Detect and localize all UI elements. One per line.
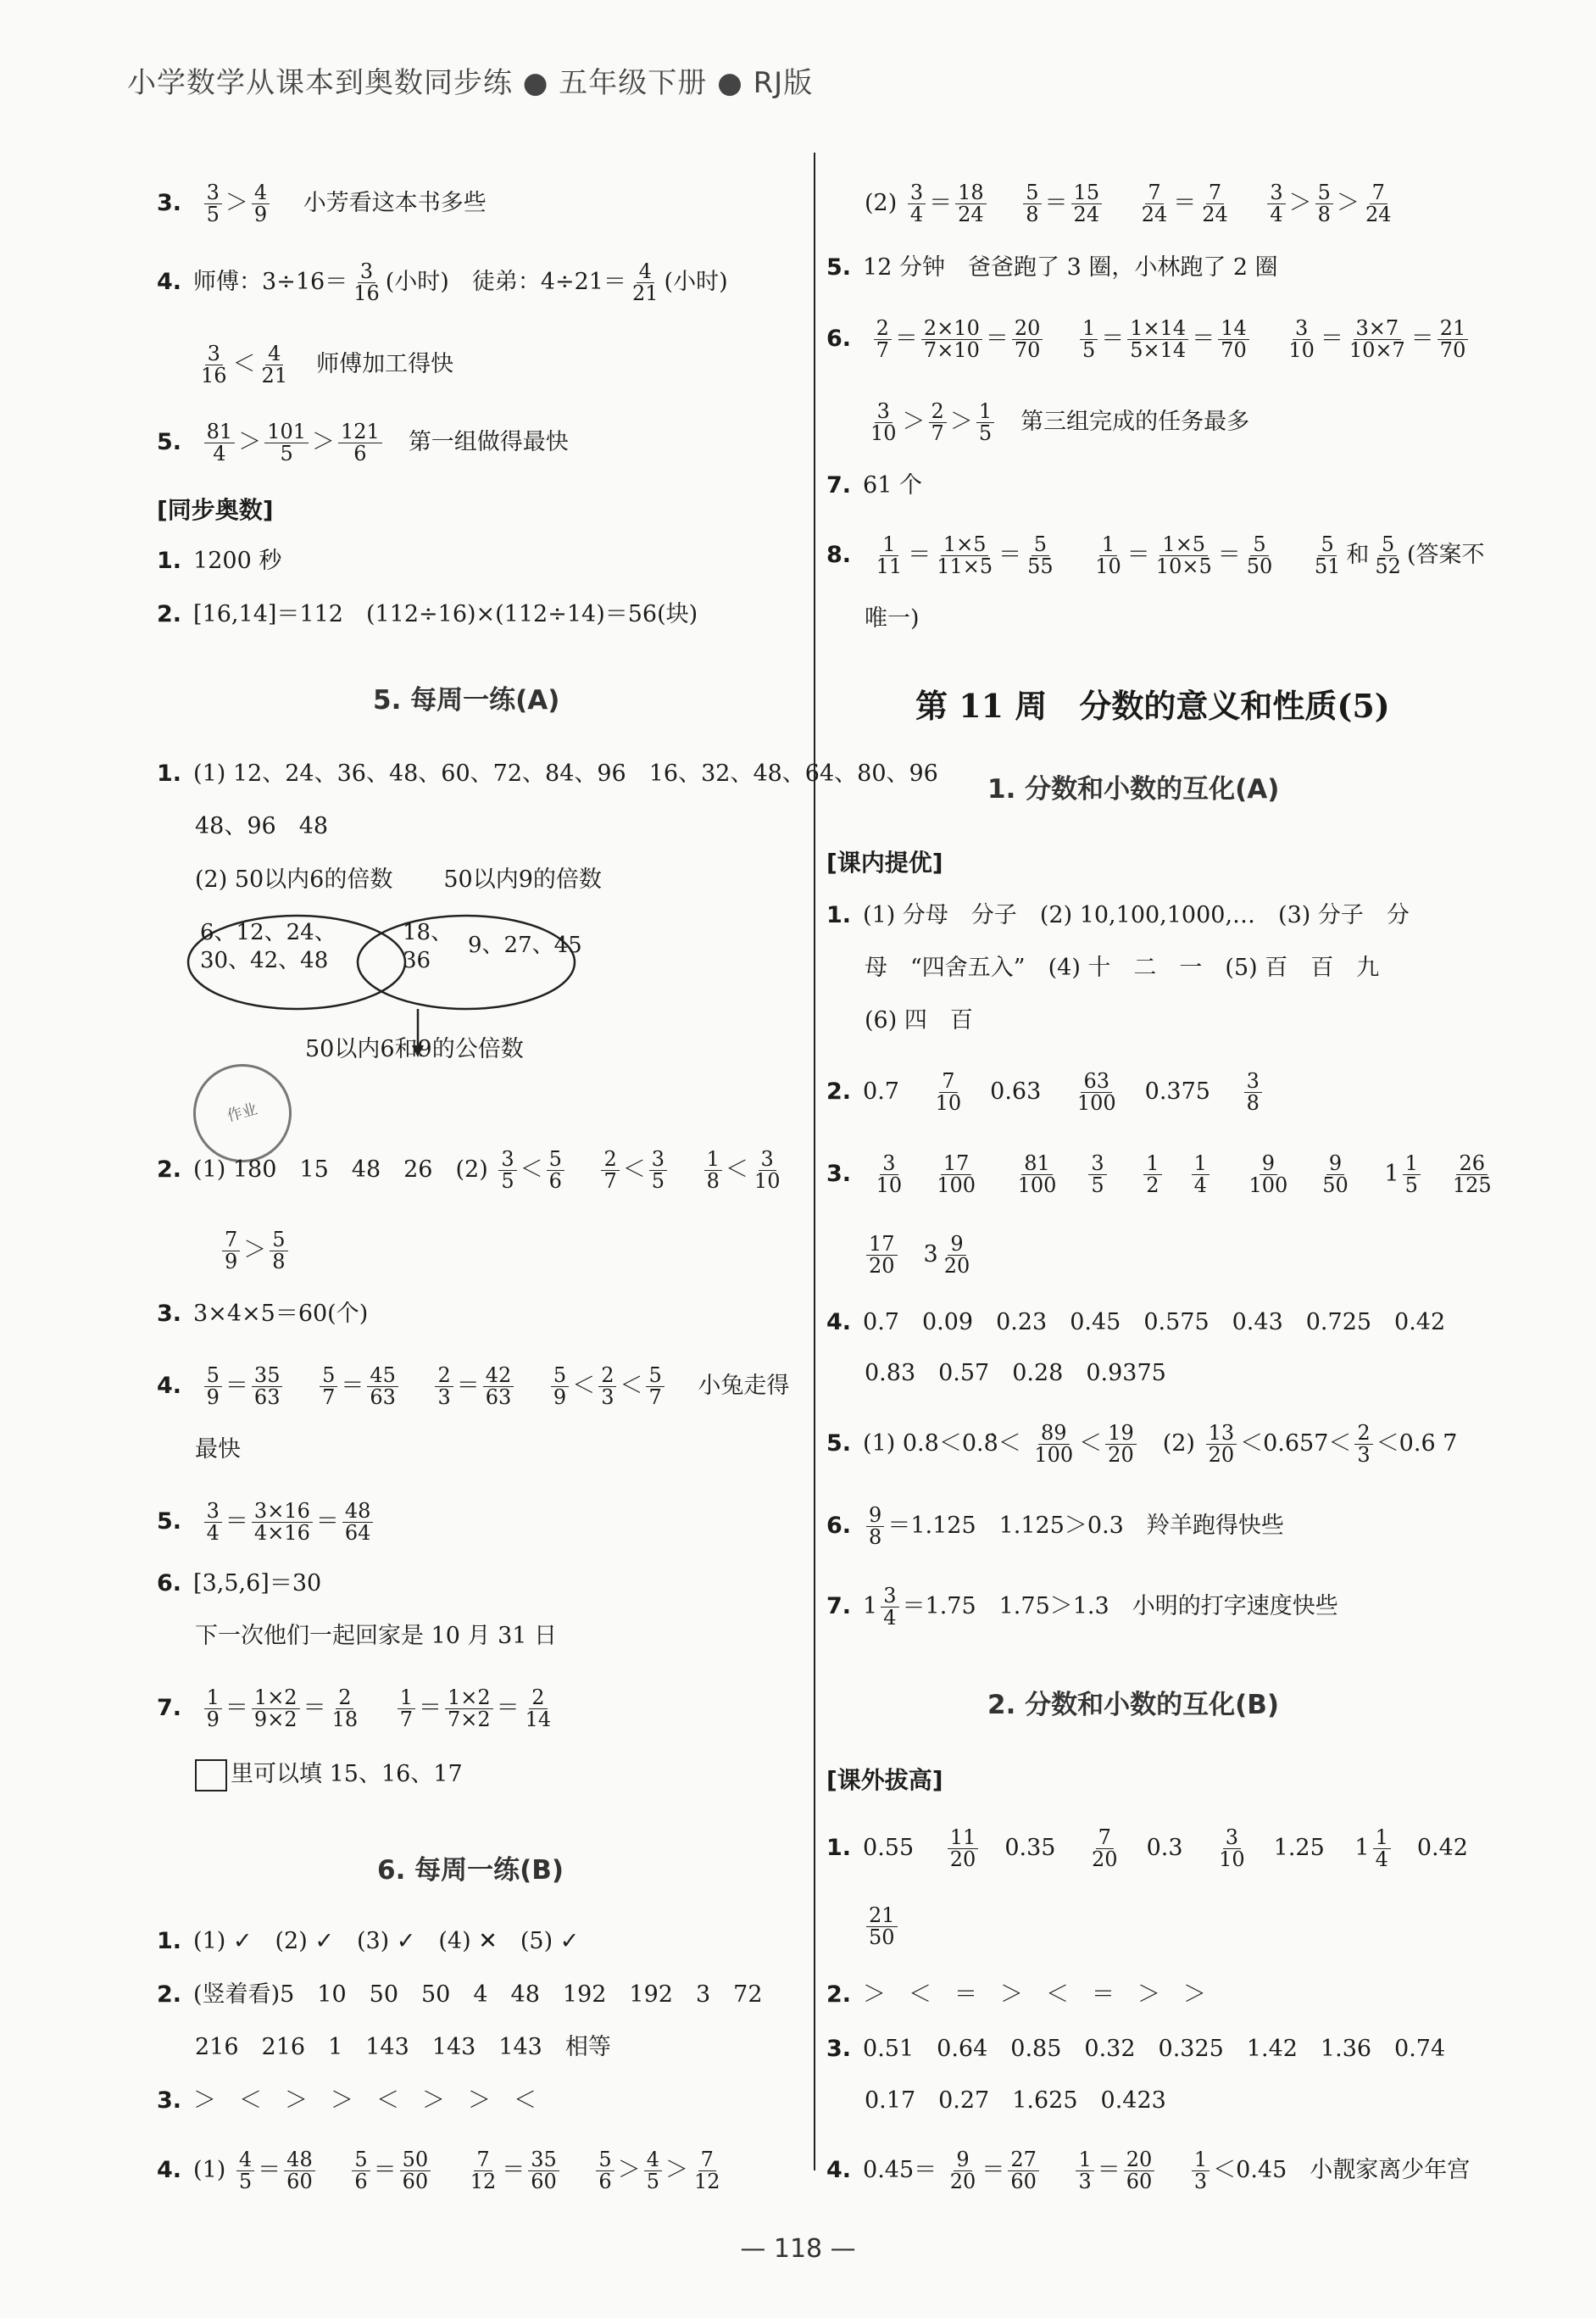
weekly-a-7: 7. $\frac{1}{9}$ ＝ $\frac{1\times 2}{9\times 2}$ ＝ $\frac{2}{18}$ $\frac{1}{7}$ ＝ $\frac{1\times 2}{7\times 2}$ ＝ $\frac{2}{14}$ [157, 1686, 552, 1732]
weekly-a-5: 5. $\frac{3}{4}$ ＝ $\frac{3\times 16}{4\times 16}$ ＝ $\frac{48}{64}$ [157, 1501, 376, 1544]
weekly-b-4: 4. (1) $\frac{4}{5}$ ＝ $\frac{48}{60}$ $\frac{5}{6}$ ＝ $\frac{50}{60}$ $\frac{7}{12}$ ＝ $\frac{35}{60}$ $\frac{5}{6}$ ＞ $\frac{4}{5}$ ＞ $\frac{7}{12}$ [157, 2148, 720, 2194]
weekly-a-7-cont: 里可以填 15、16、17 [195, 1758, 463, 1791]
conv-a-6: 6. $\frac{9}{8}$ ＝1.125 1.125＞0.3 羚羊跑得快些 [826, 1503, 1284, 1550]
conv-a-2: 2. 0.7 $\frac{7}{10}$ 0.63 $\frac{63}{100}$ 0.375 $\frac{3}{8}$ [826, 1071, 1265, 1114]
answer-3: 3. $\frac{3}{5}$ ＞ $\frac{4}{9}$ 小芳看这本书多些 [157, 181, 487, 227]
section-tag-in-class: [课内提优] [826, 849, 943, 877]
conv-a-3: 3. $\frac{3}{10}$ $\frac{17}{100}$ $\frac{81}{100}$ $\frac{3}{5}$ $\frac{1}{2}$ $\frac{1}{4}$ $\frac{9}{100}$ $\frac{9}{50}$ 1 $\frac{1}{5}$ $\frac{26}{125}$ [826, 1151, 1492, 1198]
section-tag-sync-olympiad: [同步奥数] [157, 496, 274, 524]
weekly-b-1: 1. (1) ✓ (2) ✓ (3) ✓ (4) ✕ (5) ✓ [157, 1928, 580, 1954]
conv-a-4: 4. 0.7 0.09 0.23 0.45 0.575 0.43 0.725 0.42 [826, 1309, 1446, 1335]
section-title-conversion-b: 2. 分数和小数的互化(B) [987, 1690, 1280, 1720]
watermark-stamp: 作业 [182, 1053, 303, 1173]
right-answer-5: 5. 12 分钟 爸爸跑了 3 圈，小林跑了 2 圈 [826, 254, 1278, 281]
section-title-weekly-b: 6. 每周一练(B) [377, 1855, 564, 1886]
section-title-conversion-a: 1. 分数和小数的互化(A) [987, 774, 1280, 805]
weekly-b-2-cont: 216 216 1 143 143 143 相等 [195, 2034, 611, 2060]
right-answer-8: 8. $\frac{1}{11}$ ＝ $\frac{1\times 5}{11\times 5}$ ＝ $\frac{5}{55}$ $\frac{1}{10}$ ＝ $\frac{1\times 5}{10\times 5}$ ＝ $\frac{5}{50}$ $\frac{5}{51}$ 和 $\frac{5}{52}$ (答案不 [826, 532, 1485, 579]
venn-common-label: 50以内6和9的公倍数 [305, 1036, 524, 1062]
conv-a-1-cont2: (6) 四 百 [865, 1007, 973, 1034]
conv-b-2: 2. ＞ ＜ ＝ ＞ ＜ ＝ ＞ ＞ [826, 1981, 1207, 2008]
weekly-b-2: 2. (竖着看)5 10 50 50 4 48 192 192 3 72 [157, 1981, 763, 2008]
conv-b-3-cont: 0.17 0.27 1.625 0.423 [865, 2087, 1166, 2114]
conv-a-4-cont: 0.83 0.57 0.28 0.9375 [865, 1360, 1166, 1386]
weekly-a-1: 1. (1) 12、24、36、48、60、72、84、96 16、32、48、64、80、96 [157, 761, 938, 787]
answer-4: 4. 师傅：3÷16＝ $\frac{3}{16}$ (小时) 徒弟：4÷21＝ $\frac{4}{21}$ (小时) [157, 259, 728, 306]
venn-left-values: 6、12、24、 [200, 920, 336, 945]
weekly-a-4: 4. $\frac{5}{9}$ ＝ $\frac{35}{63}$ $\frac{5}{7}$ ＝ $\frac{45}{63}$ $\frac{2}{3}$ ＝ $\frac{42}{63}$ $\frac{5}{9}$ ＜ $\frac{2}{3}$ ＜ $\frac{5}{7}$ 小兔走得 [157, 1363, 790, 1410]
weekly-a-6: 6. [3,5,6]＝30 [157, 1570, 322, 1596]
conv-b-3: 3. 0.51 0.64 0.85 0.32 0.325 1.42 1.36 0.74 [826, 2036, 1446, 2062]
weekly-a-2: 2. (1) 180 15 48 26 (2) $\frac{3}{5}$ ＜ $\frac{5}{6}$ $\frac{2}{7}$ ＜ $\frac{3}{5}$ $\frac{1}{8}$ ＜ $\frac{3}{10}$ [157, 1147, 781, 1194]
venn-left-values-2: 30、42、48 [200, 948, 329, 973]
week-11-title: 第 11 周 分数的意义和性质(5) [915, 687, 1390, 725]
weekly-a-1-cont: 48、96 48 [195, 813, 329, 839]
right-answer-6: 6. $\frac{2}{7}$ ＝ $\frac{2\times 10}{7\times 10}$ ＝ $\frac{20}{70}$ $\frac{1}{5}$ ＝ $\frac{1\times 14}{5\times 14}$ ＝ $\frac{14}{70}$ $\frac{3}{10}$ ＝ $\frac{3\times 7}{10\times 7}$ ＝ $\frac{21}{70}$ [826, 318, 1471, 361]
sync-answer-2: 2. [16,14]＝112 (112÷16)×(112÷14)＝56(块) [157, 601, 698, 627]
right-answer-6-cont: $\frac{3}{10}$ ＞ $\frac{2}{7}$ ＞ $\frac{1}{5}$ 第三组完成的任务最多 [870, 399, 1250, 446]
venn-intersection-2: 36 [403, 948, 431, 973]
running-header: 小学数学从课本到奥数同步练 ● 五年级下册 ● RJ版 [127, 66, 814, 100]
weekly-a-3: 3. 3×4×5＝60(个) [157, 1301, 369, 1327]
conv-a-5: 5. (1) 0.8＜0.8̇＜ $\frac{89}{100}$ ＜ $\frac{19}{20}$ (2) $\frac{13}{20}$ ＜0.657＜ $\frac{2}{3}$ ＜0.6 7̇ [826, 1421, 1458, 1468]
venn-right-values: 9、27、45 [468, 933, 582, 958]
weekly-a-6-cont: 下一次他们一起回家是 10 月 31 日 [195, 1623, 558, 1649]
conv-a-1-cont: 母 “四舍五入” (4) 十 二 一 (5) 百 百 九 [865, 955, 1380, 981]
page-number: — 118 — [740, 2234, 856, 2264]
weekly-b-3: 3. ＞ ＜ ＞ ＞ ＜ ＞ ＞ ＜ [157, 2087, 537, 2114]
section-title-weekly-a: 5. 每周一练(A) [373, 685, 560, 716]
right-answer-7: 7. 61 个 [826, 472, 922, 499]
conv-a-7: 7. 1 $\frac{3}{4}$ ＝1.75 1.75＞1.3 小明的打字速度快些 [826, 1584, 1338, 1630]
right-answer-8-cont: 唯一) [865, 605, 920, 632]
column-divider [814, 153, 815, 2170]
answer-4-compare: $\frac{3}{16}$ ＜ $\frac{4}{21}$ 师傅加工得快 [201, 342, 454, 388]
section-tag-extracurricular: [课外拔高] [826, 1766, 943, 1794]
conv-b-1: 1. 0.55 $\frac{11}{20}$ 0.35 $\frac{7}{20}$ 0.3 $\frac{3}{10}$ 1.25 1 $\frac{1}{4}$ 0.42 [826, 1825, 1468, 1872]
answer-5: 5. $\frac{81}{4}$ ＞ $\frac{101}{5}$ ＞ $\frac{121}{6}$ 第一组做得最快 [157, 420, 569, 466]
conv-b-4: 4. 0.45＝ $\frac{9}{20}$ ＝ $\frac{27}{60}$ $\frac{1}{3}$ ＝ $\frac{20}{60}$ $\frac{1}{3}$ ＜0.45 小靓家离少年宫 [826, 2148, 1471, 2194]
conv-a-1: 1. (1) 分母 分子 (2) 10,100,1000,… (3) 分子 分 [826, 902, 1410, 928]
weekly-a-4-cont: 最快 [195, 1436, 241, 1463]
conv-a-3-cont: $\frac{17}{20}$ 3 $\frac{9}{20}$ [863, 1234, 976, 1277]
sync-answer-1: 1. 1200 秒 [157, 548, 282, 574]
conv-b-1-cont: $\frac{21}{50}$ [863, 1905, 901, 1948]
venn-labels: (2) 50以内6的倍数 50以内9的倍数 [195, 866, 602, 893]
venn-intersection: 18、 [403, 920, 453, 945]
blank-box [195, 1759, 227, 1791]
right-answer-2: (2) $\frac{3}{4}$ ＝ $\frac{18}{24}$ $\frac{5}{8}$ ＝ $\frac{15}{24}$ $\frac{7}{24}$ ＝ $\frac{7}{24}$ $\frac{3}{4}$ ＞ $\frac{5}{8}$ ＞ $\frac{7}{24}$ [865, 181, 1392, 227]
weekly-a-2-cont: $\frac{7}{9}$ ＞ $\frac{5}{8}$ [219, 1229, 292, 1273]
